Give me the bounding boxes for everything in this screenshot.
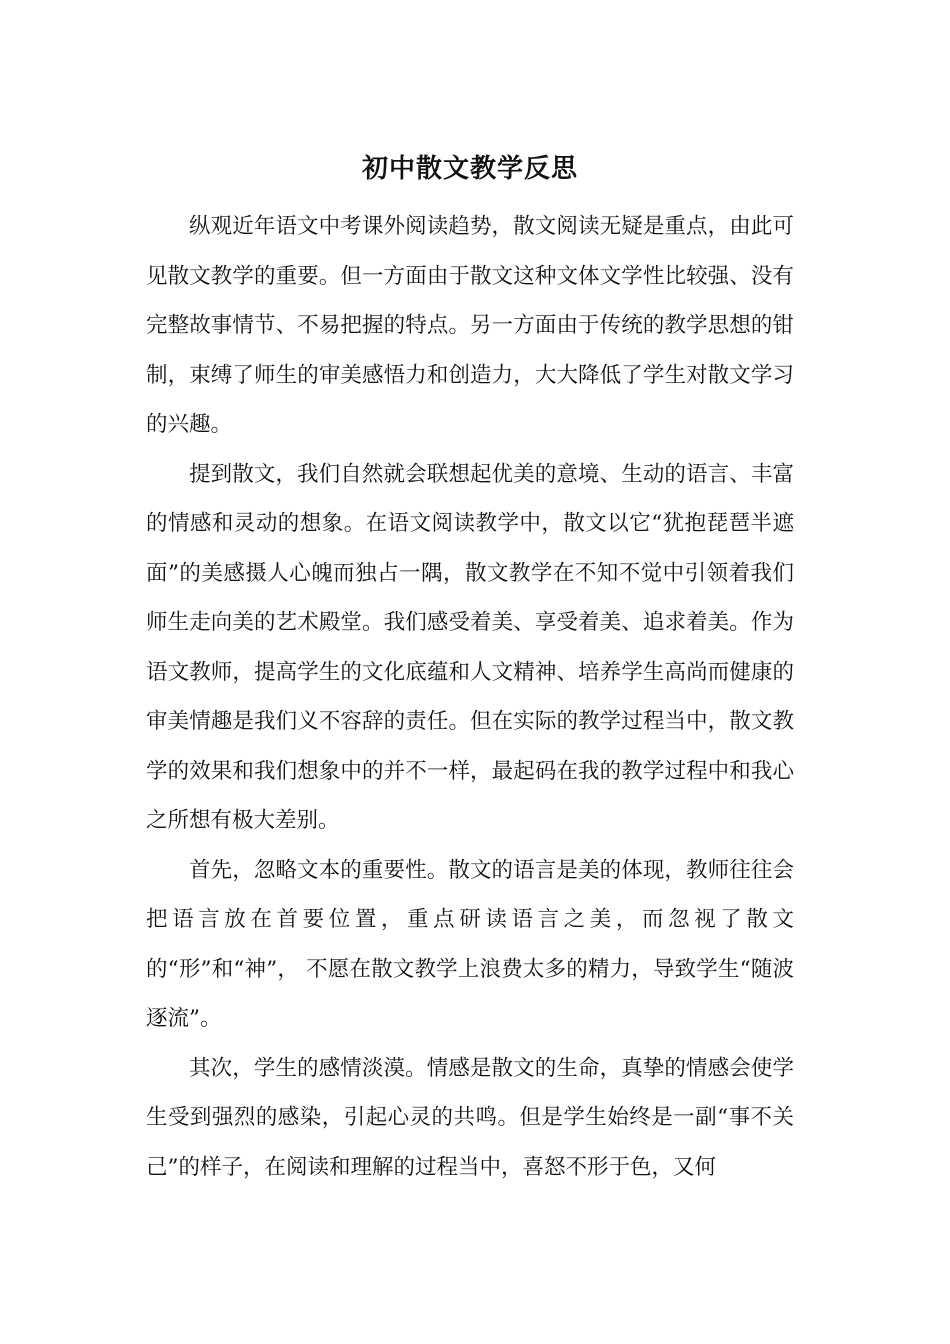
paragraph-1: 纵观近年语文中考课外阅读趋势，散文阅读无疑是重点，由此可见散文教学的重要。但一方面由于散文这种文体文学性比较强、没有完整故事情节、不易把握的特点。另一方面由于传统的教学思想的钳制，束缚了师生的审美感悟力和创造力，大大降低了学生对散文学习的兴趣。 bbox=[146, 214, 794, 437]
paragraph-3: 首先，忽略文本的重要性。散文的语言是美的体现，教师往往会把语言放在首要位置，重点研读语言之美，而忽视了散文的“形”和“神”， 不愿在散文教学上浪费太多的精力，导致学生“随波逐流”。 bbox=[146, 857, 794, 1031]
document-title: 初中散文教学反思 bbox=[361, 154, 578, 185]
paragraph-2: 提到散文，我们自然就会联想起优美的意境、生动的语言、丰富的情感和灵动的想象。在语文阅读教学中，散文以它“犹抱琵琶半遮面”的美感摄人心魄而独占一隅，散文教学在不知不觉中引领着我们师生走向美的艺术殿堂。我们感受着美、享受着美、追求着美。作为语文教师，提高学生的文化底蕴和人文精神、培养学生高尚而健康的审美情趣是我们义不容辞的责任。但在实际的教学过程当中，散文教学的效果和我们想象中的并不一样，最起码在我的教学过程中和我心之所想有极大差别。 bbox=[146, 461, 794, 833]
paragraph-4: 其次，学生的感情淡漠。情感是散文的生命，真挚的情感会使学生受到强烈的感染，引起心灵的共鸣。但是学生始终是一副“事不关己”的样子，在阅读和理解的过程当中，喜怒不形于色，又何 bbox=[146, 1055, 794, 1180]
document-body bbox=[146, 202, 794, 1192]
